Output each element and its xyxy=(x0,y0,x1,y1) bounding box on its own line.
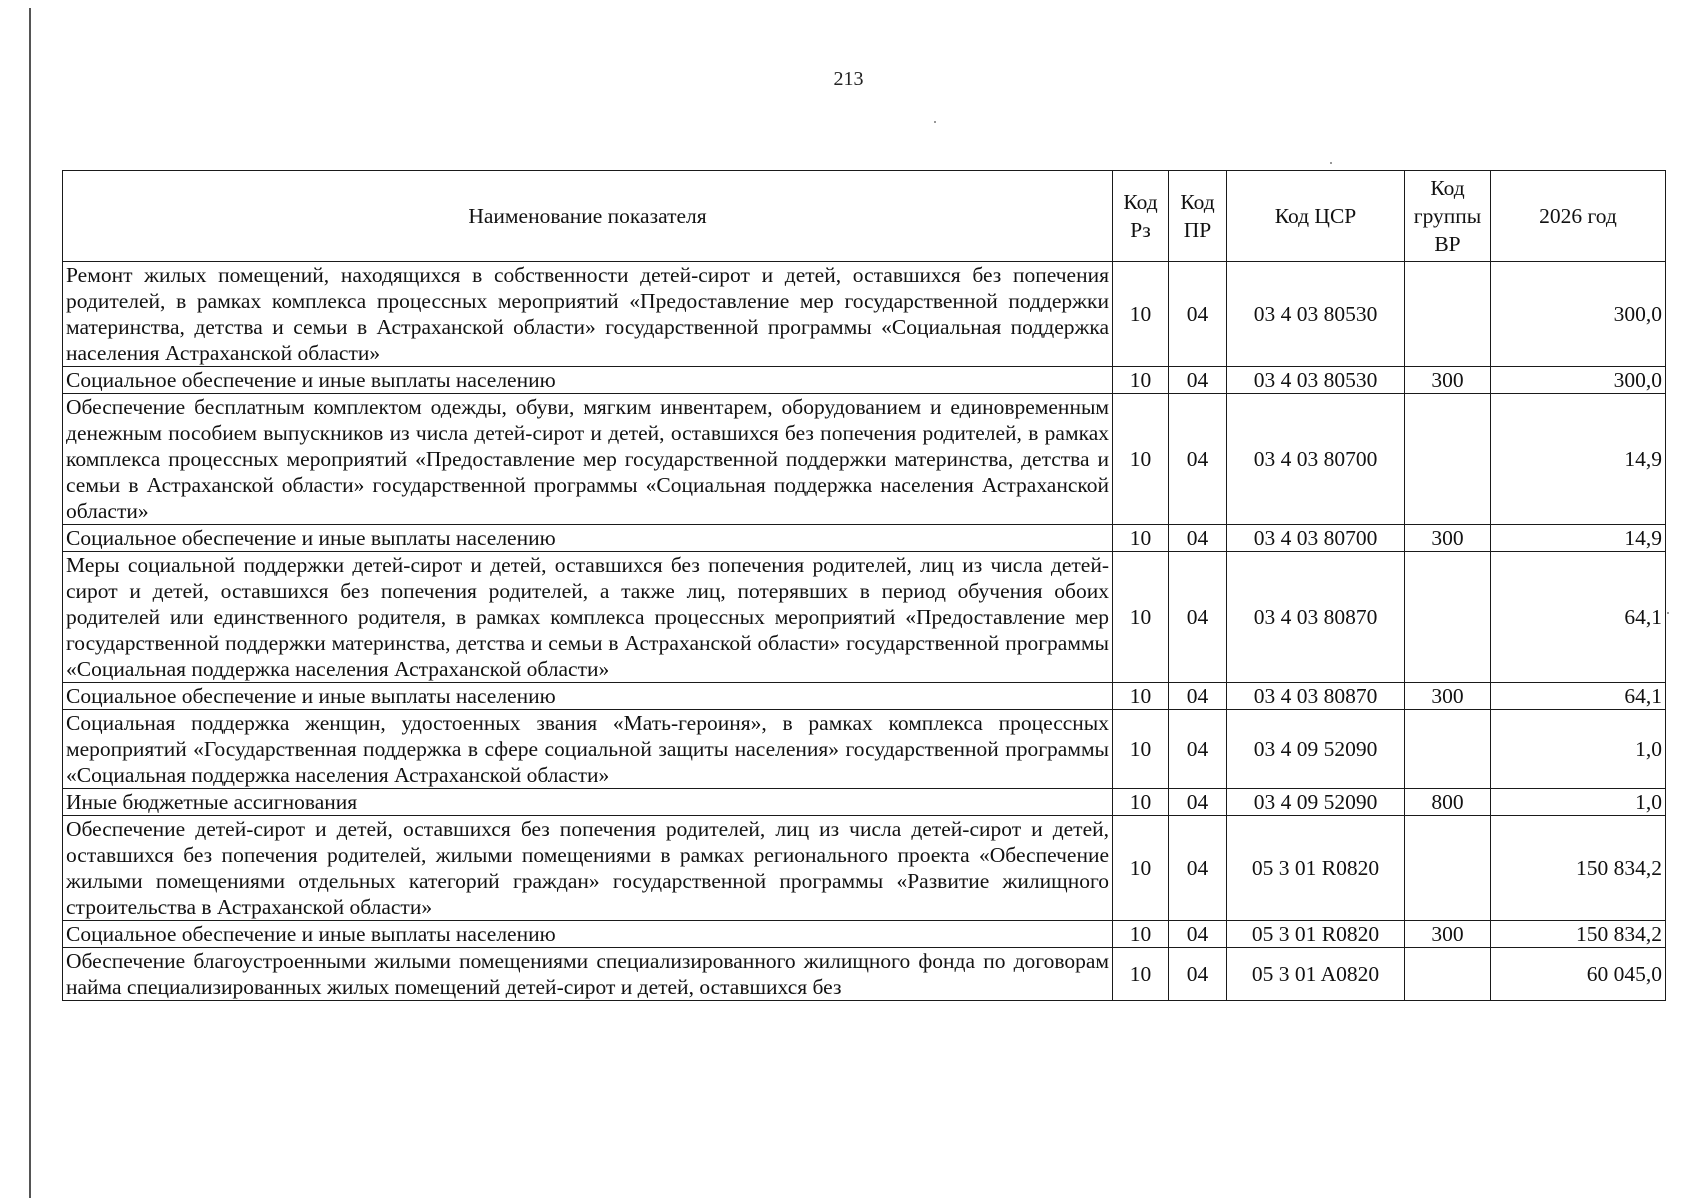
row-value: 150 834,2 xyxy=(1491,816,1666,921)
table-row xyxy=(63,710,1666,789)
header-year: 2026 год xyxy=(1491,171,1666,262)
table-row xyxy=(63,394,1666,525)
left-margin-line xyxy=(29,8,31,1198)
row-value: 150 834,2 xyxy=(1491,921,1666,948)
row-value: 64,1 xyxy=(1491,683,1666,710)
row-csr: 05 3 01 R0820 xyxy=(1227,816,1405,921)
row-pr: 04 xyxy=(1169,789,1227,816)
row-csr: 03 4 09 52090 xyxy=(1227,789,1405,816)
page-number: 213 xyxy=(833,68,864,90)
row-csr: 03 4 03 80530 xyxy=(1227,367,1405,394)
row-name: Обеспечение благоустроенными жилыми помещениями специализированного жилищного фонда по договорам найма специализированных жилых помещений детей-сирот и детей, оставшихся без xyxy=(63,948,1113,1001)
table-row xyxy=(63,552,1666,683)
row-name: Обеспечение бесплатным комплектом одежды, обуви, мягким инвентарем, оборудованием и единовременным денежным пособием выпускников из числа детей-сирот и детей, оставшихся без попечения родителей, в рамках комплекса процессных мероприятий «Предоставление мер государственной поддержки материнства, детства и семьи в Астраханской области» государственной программы «Социальная поддержка населения Астраханской области» xyxy=(63,394,1113,525)
row-csr: 03 4 03 80700 xyxy=(1227,525,1405,552)
row-csr: 03 4 03 80870 xyxy=(1227,683,1405,710)
row-value: 14,9 xyxy=(1491,525,1666,552)
row-vr xyxy=(1405,710,1491,789)
row-rz: 10 xyxy=(1113,710,1169,789)
table-header-row xyxy=(63,171,1666,262)
table-row xyxy=(63,816,1666,921)
row-value: 300,0 xyxy=(1491,367,1666,394)
row-value: 300,0 xyxy=(1491,262,1666,367)
row-vr xyxy=(1405,816,1491,921)
row-vr xyxy=(1405,948,1491,1001)
row-csr: 03 4 03 80870 xyxy=(1227,552,1405,683)
scan-speck xyxy=(934,121,936,123)
table-row xyxy=(63,948,1666,1001)
row-csr: 03 4 03 80530 xyxy=(1227,262,1405,367)
row-csr: 05 3 01 R0820 xyxy=(1227,921,1405,948)
row-vr: 300 xyxy=(1405,921,1491,948)
row-rz: 10 xyxy=(1113,394,1169,525)
budget-table xyxy=(62,170,1666,1001)
table-row xyxy=(63,789,1666,816)
row-pr: 04 xyxy=(1169,525,1227,552)
row-vr: 300 xyxy=(1405,367,1491,394)
row-value: 64,1 xyxy=(1491,552,1666,683)
row-name: Социальная поддержка женщин, удостоенных звания «Мать-героиня», в рамках комплекса процессных мероприятий «Государственная поддержка в сфере социальной защиты населения» государственной программы «Социальная поддержка населения Астраханской области» xyxy=(63,710,1113,789)
row-value: 14,9 xyxy=(1491,394,1666,525)
header-rz: Код Рз xyxy=(1113,171,1169,262)
row-name: Социальное обеспечение и иные выплаты населению xyxy=(63,367,1113,394)
row-name: Меры социальной поддержки детей-сирот и детей, оставшихся без попечения родителей, лиц из числа детей-сирот и детей, оставшихся без попечения родителей, а также лиц, потерявших в период обучения обоих родителей или единственного родителя, в рамках комплекса процессных мероприятий «Предоставление мер государственной поддержки материнства, детства и семьи в Астраханской области» государственной программы «Социальная поддержка населения Астраханской области» xyxy=(63,552,1113,683)
row-rz: 10 xyxy=(1113,552,1169,683)
table-row xyxy=(63,921,1666,948)
header-pr: Код ПР xyxy=(1169,171,1227,262)
row-rz: 10 xyxy=(1113,367,1169,394)
row-pr: 04 xyxy=(1169,683,1227,710)
row-rz: 10 xyxy=(1113,948,1169,1001)
row-rz: 10 xyxy=(1113,525,1169,552)
row-value: 60 045,0 xyxy=(1491,948,1666,1001)
row-name: Социальное обеспечение и иные выплаты населению xyxy=(63,525,1113,552)
row-pr: 04 xyxy=(1169,816,1227,921)
row-csr: 05 3 01 A0820 xyxy=(1227,948,1405,1001)
row-pr: 04 xyxy=(1169,710,1227,789)
row-rz: 10 xyxy=(1113,262,1169,367)
row-name: Социальное обеспечение и иные выплаты населению xyxy=(63,921,1113,948)
table-row xyxy=(63,525,1666,552)
row-pr: 04 xyxy=(1169,948,1227,1001)
row-rz: 10 xyxy=(1113,816,1169,921)
scan-speck xyxy=(1667,612,1669,614)
table-row xyxy=(63,367,1666,394)
header-vr: Код группы ВР xyxy=(1405,171,1491,262)
row-pr: 04 xyxy=(1169,262,1227,367)
row-vr xyxy=(1405,552,1491,683)
scan-speck xyxy=(1330,162,1332,164)
row-name: Иные бюджетные ассигнования xyxy=(63,789,1113,816)
row-name: Социальное обеспечение и иные выплаты населению xyxy=(63,683,1113,710)
row-name: Обеспечение детей-сирот и детей, оставшихся без попечения родителей, лиц из числа детей-сирот и детей, оставшихся без попечения родителей, жилыми помещениями в рамках регионального проекта «Обеспечение жилыми помещениями отдельных категорий граждан» государственной программы «Развитие жилищного строительства в Астраханской области» xyxy=(63,816,1113,921)
row-pr: 04 xyxy=(1169,367,1227,394)
row-vr: 800 xyxy=(1405,789,1491,816)
row-vr xyxy=(1405,262,1491,367)
row-vr: 300 xyxy=(1405,525,1491,552)
header-csr: Код ЦСР xyxy=(1227,171,1405,262)
row-rz: 10 xyxy=(1113,921,1169,948)
row-rz: 10 xyxy=(1113,789,1169,816)
header-name: Наименование показателя xyxy=(63,171,1113,262)
row-vr: 300 xyxy=(1405,683,1491,710)
row-pr: 04 xyxy=(1169,921,1227,948)
row-value: 1,0 xyxy=(1491,789,1666,816)
row-vr xyxy=(1405,394,1491,525)
row-pr: 04 xyxy=(1169,394,1227,525)
table-row xyxy=(63,683,1666,710)
table-row xyxy=(63,262,1666,367)
row-name: Ремонт жилых помещений, находящихся в собственности детей-сирот и детей, оставшихся без попечения родителей, в рамках комплекса процессных мероприятий «Предоставление мер государственной поддержки материнства, детства и семьи в Астраханской области» государственной программы «Социальная поддержка населения Астраханской области» xyxy=(63,262,1113,367)
row-rz: 10 xyxy=(1113,683,1169,710)
row-value: 1,0 xyxy=(1491,710,1666,789)
row-csr: 03 4 03 80700 xyxy=(1227,394,1405,525)
row-csr: 03 4 09 52090 xyxy=(1227,710,1405,789)
row-pr: 04 xyxy=(1169,552,1227,683)
